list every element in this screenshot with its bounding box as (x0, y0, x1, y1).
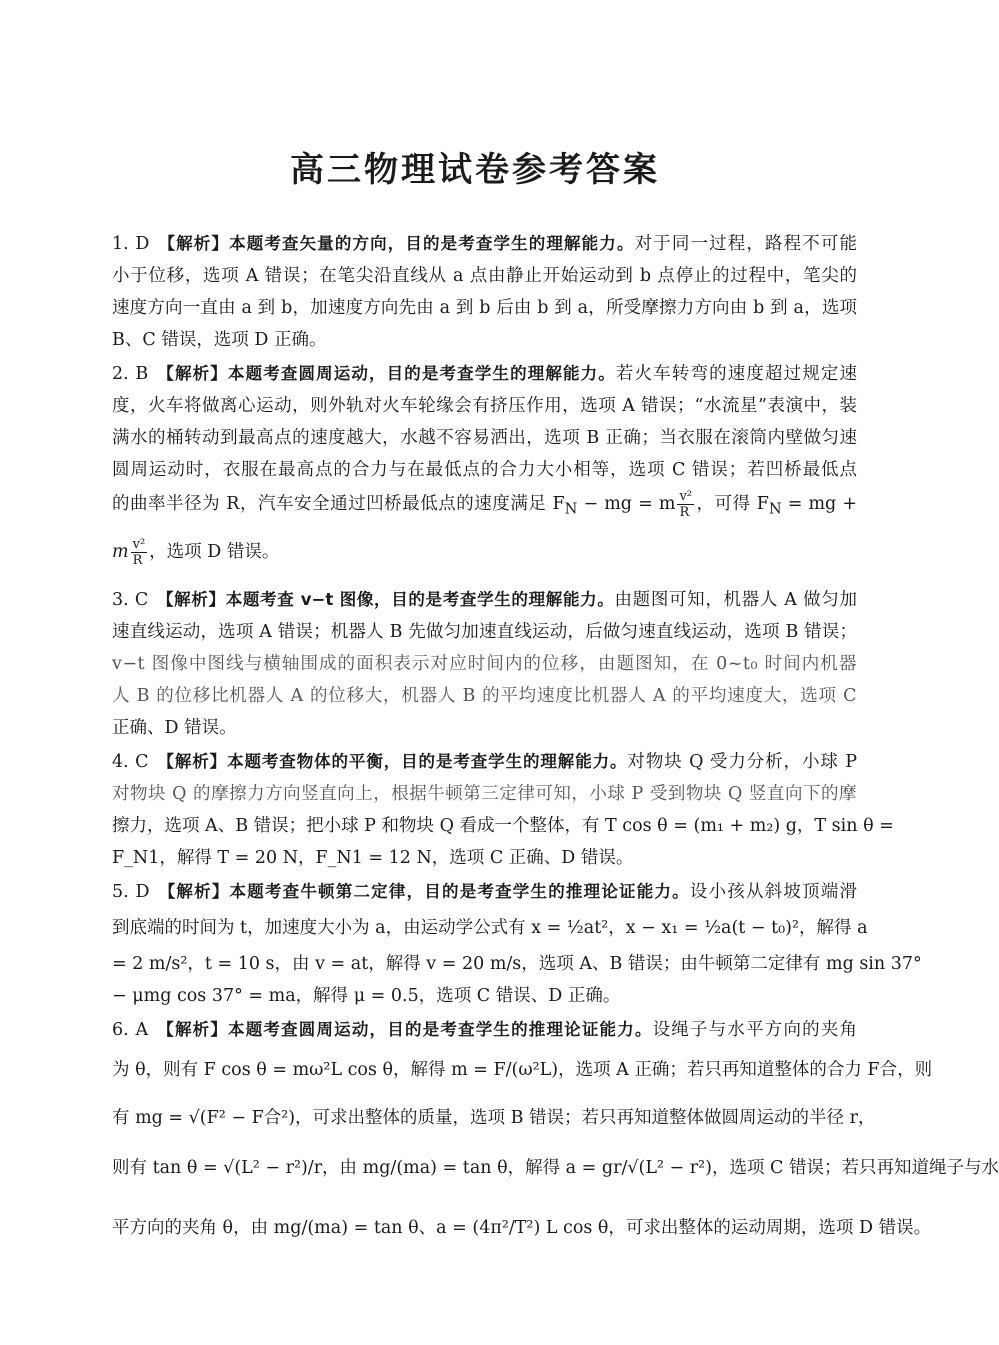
q6-tag: 【解析】本题考查圆周运动，目的是考查学生的推理论证能力。 (156, 1020, 653, 1039)
q2-line-1 (112, 360, 857, 385)
q5-line-1 (112, 878, 857, 903)
q5-line-2: 到底端的时间为 t，加速度大小为 a，由运动学公式有 x = ½at²，x − x₁ = ½a(t − t₀)²，解得 a (112, 918, 868, 938)
q4-tag: 【解析】本题考查物体的平衡，目的是考查学生的理解能力。 (156, 752, 628, 771)
q6-text-1: 设绳子与水平方向的夹角 (652, 1020, 858, 1040)
q4-line-3: 擦力，选项 A、B 错误；把小球 P 和物块 Q 看成一个整体，有 T cos θ = (m₁ + m₂) g，T sin θ = (112, 816, 894, 836)
q3-text-1: 由题图可知，机器人 A 做匀加 (614, 590, 857, 610)
q2-text-1: 若火车转弯的速度超过规定速 (615, 364, 858, 384)
q1-number: 1. D (112, 234, 150, 254)
q3-number: 3. C (112, 590, 149, 610)
q1-text-1: 对于同一过程，路程不可能 (634, 234, 858, 254)
q6-line-5: 平方向的夹角 θ，由 mg/(ma) = tan θ、a = (4π²/T²) L cos θ，可求出整体的运动周期，选项 D 错误。 (112, 1218, 932, 1238)
q1-line-2: 小于位移，选项 A 错误；在笔尖沿直线从 a 点由静止开始运动到 b 点停止的过程中，笔尖的 (112, 266, 857, 286)
q3-line-3: v−t 图像中图线与横轴围成的面积表示对应时间内的位移，由题图知，在 0~t₀ 时间内机器 (112, 654, 857, 674)
q6-line-2: 为 θ，则有 F cos θ = mω²L cos θ，解得 m = F/(ω²L)，选项 A 正确；若只再知道整体的合力 F合，则 (112, 1060, 933, 1080)
q5-line-4: − μmg cos 37° = ma，解得 μ = 0.5，选项 C 错误、D 正确。 (112, 986, 621, 1006)
q2-tag: 【解析】本题考查圆周运动，目的是考查学生的理解能力。 (156, 364, 616, 383)
q3-tag: 【解析】本题考查 v−t 图像，目的是考查学生的理解能力。 (156, 590, 615, 609)
q2-line-6: m $\frac{\text{v²}}{R}$ ，选项 D 错误。 (112, 537, 280, 568)
q1-line-1 (112, 230, 857, 255)
q2-line-4: 圆周运动时，衣服在最高点的合力与在最低点的合力大小相等，选项 C 错误；若凹桥最低点 (112, 460, 857, 480)
q6-number: 6. A (112, 1020, 149, 1040)
q3-line-2: 速直线运动，选项 A 错误；机器人 B 先做匀加速直线运动，后做匀速直线运动，选项 B 错误； (112, 622, 857, 642)
q3-line-4: 人 B 的位移比机器人 A 的位移大，机器人 B 的平均速度比机器人 A 的平均速度大，选项 C (112, 686, 857, 706)
q5-number: 5. D (112, 882, 150, 902)
q2-line-2: 度，火车将做离心运动，则外轨对火车轮缘会有挤压作用，选项 A 错误；“水流星”表演中，装 (112, 396, 857, 416)
q1-line-3: 速度方向一直由 a 到 b，加速度方向先由 a 到 b 后由 b 到 a，所受摩擦力方向由 b 到 a，选项 (112, 298, 857, 318)
q5-tag: 【解析】本题考查牛顿第二定律，目的是考查学生的推理论证能力。 (157, 882, 690, 901)
q4-text-1: 对物块 Q 受力分析，小球 P (627, 752, 858, 772)
q4-line-1 (112, 748, 857, 773)
q2-number: 2. B (112, 364, 149, 384)
q4-line-4: F_N1，解得 T = 20 N，F_N1 = 12 N，选项 C 正确、D 错误。 (112, 848, 634, 868)
page-title: 高三物理试卷参考答案 (290, 150, 660, 190)
q6-line-1 (112, 1016, 857, 1041)
fraction-v2-over-r-2: $\frac{\text{v²}}{R}$ (132, 537, 146, 568)
q6-line-4: 则有 tan θ = √(L² − r²)/r，由 mg/(ma) = tan θ，解得 a = gr/√(L² − r²)，选项 C 错误；若只再知道绳子与水 (112, 1158, 999, 1178)
q2-line-5: 的曲率半径为 R，汽车安全通过凹桥最低点的速度满足 $F_N$ − mg = m $\frac{\text{v²}}{R}$ ，可得 $F_N$ = mg + (112, 489, 858, 520)
q1-tag: 【解析】本题考查矢量的方向，目的是考查学生的理解能力。 (157, 234, 635, 253)
q5-line-3: = 2 m/s²，t = 10 s，由 v = at，解得 v = 20 m/s，选项 A、B 错误；由牛顿第二定律有 mg sin 37° (112, 954, 922, 974)
fraction-v2-over-r: $\frac{\text{v²}}{R}$ (679, 489, 693, 520)
q2-line-3: 满水的桶转动到最高点的速度越大，水越不容易洒出，选项 B 正确；当衣服在滚筒内壁做匀速 (112, 428, 857, 448)
q4-line-2: 对物块 Q 的摩擦力方向竖直向上，根据牛顿第三定律可知，小球 P 受到物块 Q 竖直向下的摩 (112, 784, 857, 804)
q4-number: 4. C (112, 752, 149, 772)
q3-line-1 (112, 586, 857, 611)
q6-line-3: 有 mg = √(F² − F合²)，可求出整体的质量，选项 B 错误；若只再知道整体做圆周运动的半径 r， (112, 1108, 876, 1128)
q1-line-4: B、C 错误，选项 D 正确。 (112, 330, 327, 350)
q3-line-5: 正确、D 错误。 (112, 718, 237, 738)
q5-text-1: 设小孩从斜坡顶端滑 (689, 882, 857, 902)
